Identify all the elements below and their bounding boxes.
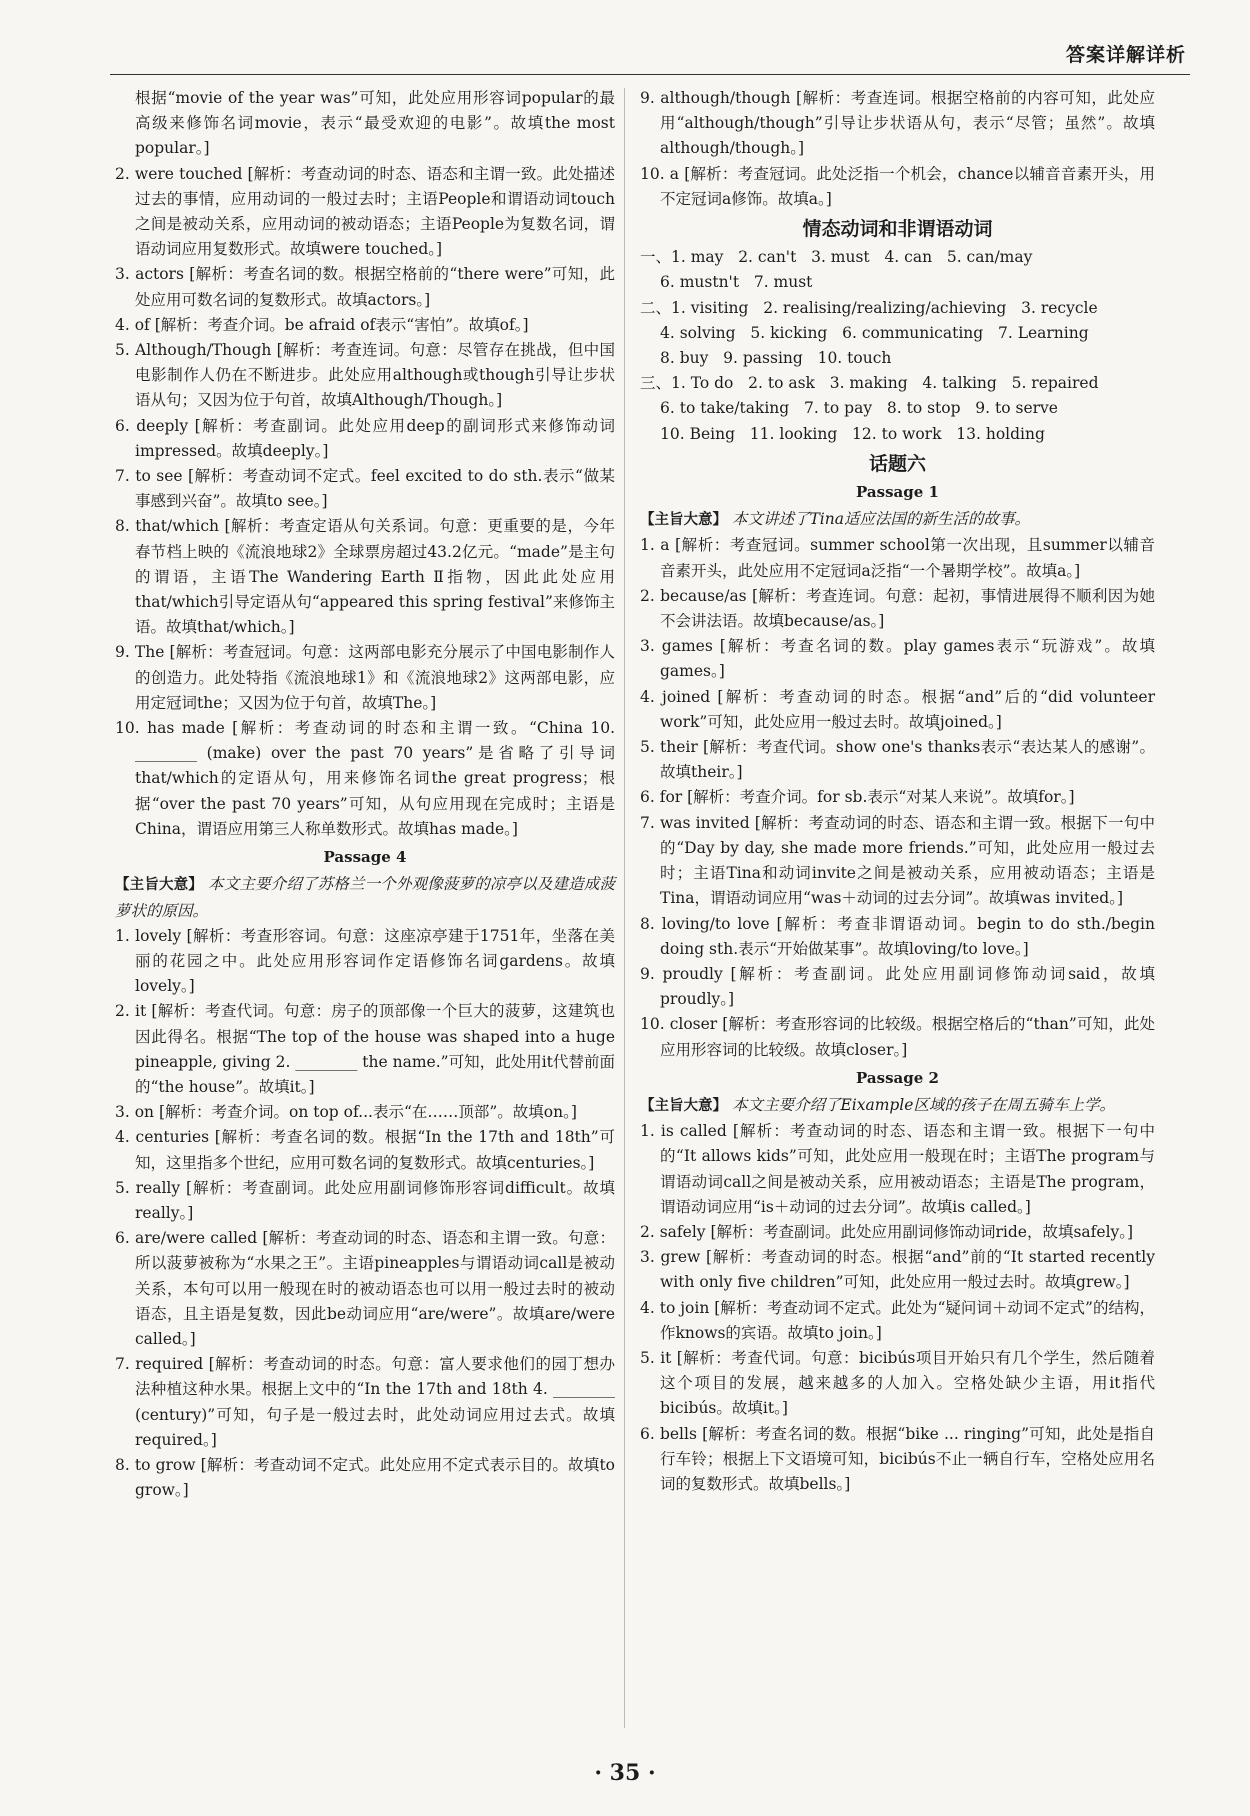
column-divider — [624, 88, 625, 1728]
topic-title: 话题六 — [868, 452, 926, 475]
passage-summary — [640, 507, 1155, 533]
summary-body: 本文讲述了Tina适应法国的新生活的故事。 — [731, 510, 1030, 529]
answer-item: 9. although/though [解析：考查连词。根据空格前的内容可知，此处应用“although/though”引导让步状语从句，表示“尽管；虽然”。故填although/though。] — [640, 89, 1155, 158]
answer-item: 2. because/as [解析：考查连词。句意：起初，事情进展得不顺利因为她不会讲法语。故填because/as。] — [640, 586, 1155, 631]
answer-item: 5. really [解析：考查副词。此处应用副词修饰形容词difficult。故填really。] — [115, 1178, 615, 1222]
answer-item: 6. deeply [解析：考查副词。此处应用deep的副词形式来修饰动词impressed。故填deeply。] — [115, 416, 615, 460]
answer-item: 3. on [解析：考查介词。on top of...表示“在……顶部”。故填on。] — [115, 1103, 577, 1122]
passage-summary — [640, 1093, 1155, 1119]
answer-item: 8. to grow [解析：考查动词不定式。此处应用不定式表示目的。故填to grow。] — [115, 1455, 615, 1500]
answer-item: 4. of [解析：考查介词。be afraid of表示“害怕”。故填of。] — [115, 315, 529, 334]
answer-item: 9. The [解析：考查冠词。句意：这两部电影充分展示了中国电影制作人的创造力。此处特指《流浪地球1》和《流浪地球2》这两部电影，应用定冠词the；又因为位于句首，故填The。] — [115, 643, 615, 712]
right-column — [640, 86, 1155, 1497]
answer-item: 4. to join [解析：考查动词不定式。此处为“疑问词＋动词不定式”的结构，作knows的宾语。故填to join。] — [640, 1298, 1155, 1342]
summary-tag: 【主旨大意】 — [640, 512, 727, 529]
answer-row: 8. buy 9. passing 10. touch — [660, 349, 892, 368]
summary-body: 本文主要介绍了苏格兰一个外观像菠萝的凉亭以及建造成菠萝状的原因。 — [115, 875, 615, 920]
answer-item: 3. games [解析：考查名词的数。play games表示“玩游戏”。故填games。] — [640, 637, 1155, 681]
answer-item: 5. Although/Though [解析：考查连词。句意：尽管存在挑战，但中国电影制作人仍在不断进步。此处应用although或though引导让步状语从句；又因为位于句首，故填Although/Though。] — [115, 341, 615, 410]
answer-item: 8. that/which [解析：考查定语从句关系词。句意：更重要的是，今年春节档上映的《流浪地球2》全球票房超过43.2亿元。“made”是主句的谓语，主语The Wandering Earth Ⅱ指物，因此此处应用that/which引导定语从句“appeared this spring festival”来修饰主语。故填that/which。] — [115, 517, 615, 637]
answer-item: 2. it [解析：考查代词。句意：房子的顶部像一个巨大的菠萝，这建筑也因此得名。根据“The top of the house was shaped into a huge pineapple, giving 2. ________ the name.”可知，此处用it代替前面的“the house”。故填it。] — [115, 1002, 615, 1096]
answer-row: 6. to take/taking 7. to pay 8. to stop 9. to serve — [660, 399, 1058, 418]
passage-heading: Passage 1 — [856, 483, 939, 502]
header-rule — [110, 74, 1190, 75]
answer-item: 6. are/were called [解析：考查动词的时态、语态和主谓一致。句意：所以菠萝被称为“水果之王”。主语pineapples与谓语动词call是被动关系，本句可以用一般现在时的被动语态也可以用一般过去时的被动语态，且主语是复数，因此be动词应用“are/were”。故填are/were called。] — [115, 1229, 615, 1348]
summary-tag: 【主旨大意】 — [115, 877, 203, 894]
page-header-title: 答案详解详析 — [1065, 44, 1186, 66]
answer-item: 7. to see [解析：考查动词不定式。feel excited to do sth.表示“做某事感到兴奋”。故填to see。] — [115, 467, 615, 511]
answer-item: 1. a [解析：考查冠词。summer school第一次出现，且summer以辅音音素开头，此处应用不定冠词a泛指“一个暑期学校”。故填a。] — [640, 536, 1155, 580]
answer-item: 5. their [解析：考查代词。show one's thanks表示“表达某人的感谢”。故填their。] — [640, 738, 1155, 782]
answer-row: 6. mustn't 7. must — [660, 273, 813, 292]
answer-item: 7. was invited [解析：考查动词的时态、语态和主谓一致。根据下一句中的“Day by day, she made more friends.”可知，此处应用一般过去时；主语Tina和动词invite之间是被动关系，应用被动语态；主语是Tina，谓语动词应用“was＋动词的过去分词”。故填was invited。] — [640, 813, 1155, 908]
answer-item: 10. a [解析：考查冠词。此处泛指一个机会，chance以辅音音素开头，用不定冠词a修饰。故填a。] — [640, 164, 1155, 208]
passage-heading: Passage 4 — [323, 848, 407, 867]
answer-item: 4. centuries [解析：考查名词的数。根据“In the 17th and 18th”可知，这里指多个世纪，应用可数名词的复数形式。故填centuries。] — [115, 1128, 615, 1172]
answer-item: 10. closer [解析：考查形容词的比较级。根据空格后的“than”可知，此处应用形容词的比较级。故填closer。] — [640, 1015, 1155, 1059]
answer-item: 5. it [解析：考查代词。句意：bicibús项目开始只有几个学生，然后随着这个项目的发展，越来越多的人加入。空格处缺少主语，用it指代bicibús。故填it。] — [640, 1348, 1155, 1418]
answer-item: 3. grew [解析：考查动词的时态。根据“and”前的“It started recently with only five children”可知，此处应用一般过去时。故填grew。] — [640, 1248, 1155, 1292]
summary-tag: 【主旨大意】 — [640, 1097, 727, 1114]
answer-item: 7. required [解析：考查动词的时态。句意：富人要求他们的园丁想办法种植这种水果。根据上文中的“In the 17th and 18th 4. ________ (century)”可知，句子是一般过去时，此处动词应用过去式。故填required。] — [115, 1355, 615, 1449]
answer-item: 2. were touched [解析：考查动词的时态、语态和主谓一致。此处描述过去的事情，应用动词的一般过去时；主语People和谓语动词touch之间是被动关系，应用动词的被动语态；主语People为复数名词，谓语动词应用复数形式。故填were touched。] — [115, 164, 615, 259]
answer-item: 6. bells [解析：考查名词的数。根据“bike ... ringing”可知，此处是指自行车铃；根据上下文语境可知，bicibús不止一辆自行车，空格处应用名词的复数形式。故填bells。] — [640, 1424, 1155, 1493]
answer-item: 3. actors [解析：考查名词的数。根据空格前的“there were”可知，此处应用可数名词的复数形式。故填actors。] — [115, 265, 615, 309]
answer-item: 6. for [解析：考查介词。for sb.表示“对某人来说”。故填for。] — [640, 788, 1075, 807]
answer-row: 一、1. may 2. can't 3. must 4. can 5. can/may — [640, 248, 1033, 267]
passage-heading: Passage 2 — [856, 1068, 939, 1087]
answer-item: 1. is called [解析：考查动词的时态、语态和主谓一致。根据下一句中的“It allows kids”可知，此处应用一般现在时；主语The program与谓语动词call之间是被动关系，应用被动语态；主语是The program，谓语动词应用“is＋动词的过去分词”。故填is called。] — [640, 1122, 1155, 1216]
answer-item: 4. joined [解析：考查动词的时态。根据“and”后的“did volunteer work”可知，此处应用一般过去时。故填joined。] — [640, 687, 1155, 731]
answer-row: 4. solving 5. kicking 6. communicating 7. Learning — [660, 323, 1089, 342]
summary-body: 本文主要介绍了Eixample区域的孩子在周五骑车上学。 — [731, 1095, 1115, 1114]
answer-item: 10. has made [解析：考查动词的时态和主谓一致。“China 10. ________ (make) over the past 70 years”是省略了引导词that/which的定语从句，用来修饰名词the great progress；根据“over the past 70 years”可知，从句应用现在完成时；主语是China，谓语应用第三人称单数形式。故填has made。] — [115, 719, 615, 838]
answer-row: 二、1. visiting 2. realising/realizing/achieving 3. recycle — [640, 298, 1098, 317]
section-title: 情态动词和非谓语动词 — [802, 218, 993, 241]
page-number: · 35 · — [594, 1760, 656, 1786]
answer-item: 2. safely [解析：考查副词。此处应用副词修饰动词ride，故填safely。] — [640, 1222, 1134, 1241]
continued-paragraph: 根据“movie of the year was”可知，此处应用形容词popular的最高级来修饰名词movie，表示“最受欢迎的电影”。故填the most popular。] — [135, 89, 615, 158]
answer-row: 10. Being 11. looking 12. to work 13. holding — [660, 424, 1045, 443]
answer-item: 1. lovely [解析：考查形容词。句意：这座凉亭建于1751年，坐落在美丽的花园之中。此处应用形容词作定语修饰名词gardens。故填lovely。] — [115, 926, 615, 996]
answer-item: 8. loving/to love [解析：考查非谓语动词。begin to do sth./begin doing sth.表示“开始做某事”。故填loving/to love。] — [640, 914, 1155, 958]
answer-item: 9. proudly [解析：考查副词。此处应用副词修饰动词said，故填proudly。] — [640, 964, 1155, 1009]
passage-summary — [115, 872, 615, 923]
answer-row: 三、1. To do 2. to ask 3. making 4. talking 5. repaired — [640, 374, 1099, 393]
left-column — [115, 86, 615, 1503]
